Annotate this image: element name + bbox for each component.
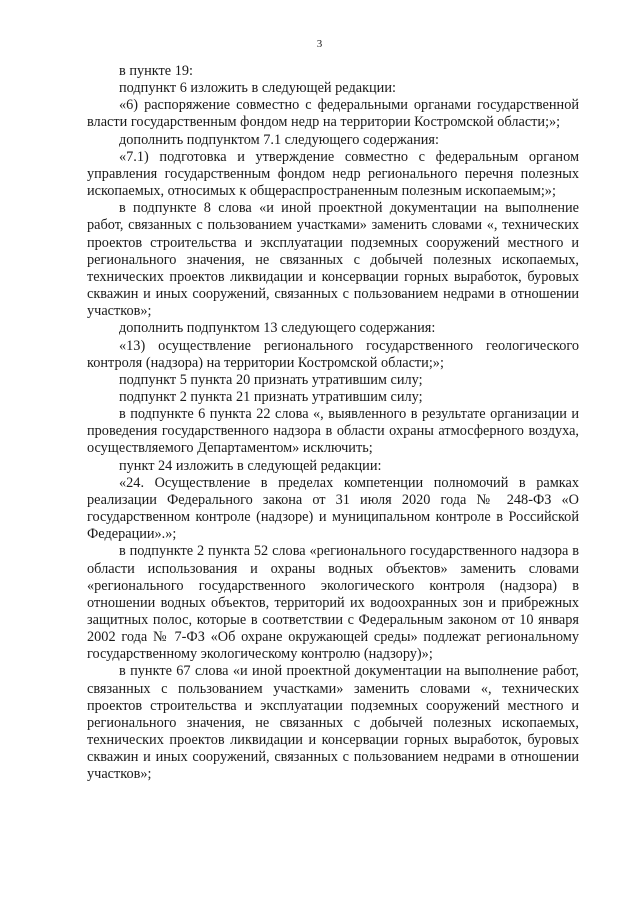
paragraph: в подпункте 8 слова «и иной проектной документации на выполнение работ, связанных с пользованием участками» заменить словами «, технических проектов строительства и эксплуатации подземных сооружений местного и регионального значения, не связанных с добычей полезных ископаемых, технических проектов ликвидации и консервации горных выработок, буровых скважин и иных сооружений, связанных с пользованием недрами в отношении участков»; — [87, 200, 579, 320]
paragraph: «24. Осуществление в пределах компетенции полномочий в рамках реализации Федерального закона от 31 июля 2020 года № 248-ФЗ «О государственном контроле (надзоре) и муниципальном контроле в Российской Федерации».»; — [87, 474, 579, 543]
paragraph: в подпункте 2 пункта 52 слова «регионального государственного надзора в области использования и охраны водных объектов» заменить словами «регионального государственного экологического контроля (надзора) в отношении водных объектов, территорий их водоохранных зон и прибрежных защитных полос, которые в соответствии с Федеральным законом от 10 января 2002 года № 7-ФЗ «Об охране окружающей среды» подлежат региональному государственному экологическому контролю (надзору)»; — [87, 543, 579, 663]
paragraph: «13) осуществление регионального государственного геологического контроля (надзора) на территории Костромской области;»; — [87, 337, 579, 371]
paragraph: в пункте 19: — [119, 63, 193, 79]
paragraph: подпункт 2 пункта 21 признать утратившим силу; — [119, 388, 423, 405]
page-number: 3 — [316, 38, 323, 50]
document-body — [87, 63, 579, 784]
paragraph: в подпункте 6 пункта 22 слова «, выявленного в результате организации и проведения государственного надзора в области охраны атмосферного воздуха, осуществляемого Департаментом» исключить; — [87, 406, 579, 457]
paragraph: в пункте 67 слова «и иной проектной документации на выполнение работ, связанных с пользованием участками» заменить словами «, технических проектов строительства и эксплуатации подземных сооружений местного и регионального значения, не связанных с добычей полезных ископаемых, технических проектов ликвидации и консервации горных выработок, буровых скважин и иных сооружений, связанных с пользованием недрами в отношении участков»; — [87, 663, 579, 783]
paragraph: подпункт 6 изложить в следующей редакции: — [119, 80, 396, 97]
paragraph: «7.1) подготовка и утверждение совместно с федеральным органом управления государственным фондом недр регионального перечня полезных ископаемых, относимых к общераспространенным полезным ископаемым;»; — [87, 148, 579, 200]
paragraph: дополнить подпунктом 7.1 следующего содержания: — [119, 131, 439, 148]
paragraph: дополнить подпунктом 13 следующего содержания: — [119, 320, 436, 337]
paragraph: подпункт 5 пункта 20 признать утратившим силу; — [119, 371, 423, 388]
paragraph: «6) распоряжение совместно с федеральными органами государственной власти государственным фондом недр на территории Костромской области;»; — [87, 97, 579, 131]
paragraph: пункт 24 изложить в следующей редакции: — [119, 457, 382, 474]
